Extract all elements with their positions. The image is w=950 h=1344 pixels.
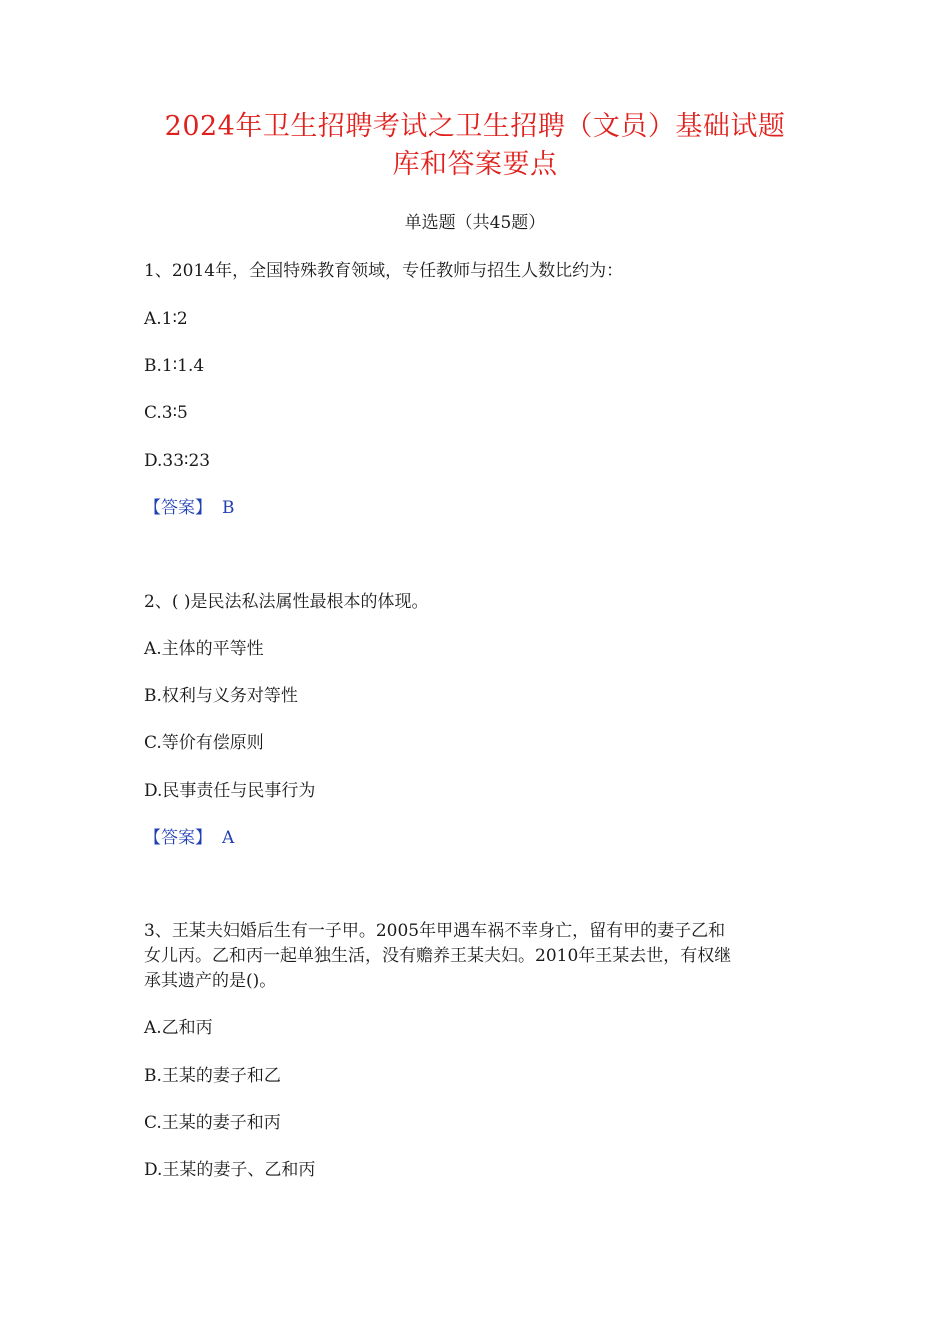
answer-value: A	[222, 828, 235, 848]
question-2-stem: 2、( )是民法私法属性最根本的体现。	[144, 592, 429, 612]
question-3-stem-line-3: 承其遗产的是()。	[144, 971, 277, 991]
question-2-option-a: A.主体的平等性	[144, 639, 264, 659]
title-line-2: 库和答案要点	[392, 149, 558, 180]
answer-label: 【答案】	[144, 828, 212, 848]
question-1-stem: 1、2014年，全国特殊教育领域，专任教师与招生人数比约为：	[144, 261, 624, 281]
title-line-1: 2024年卫生招聘考试之卫生招聘（文员）基础试题	[164, 111, 786, 142]
answer-value: B	[222, 498, 235, 518]
question-3-option-d: D.王某的妻子、乙和丙	[144, 1160, 316, 1180]
answer-label: 【答案】	[144, 498, 212, 518]
section-heading: 单选题（共45题）	[404, 213, 546, 233]
question-1-answer	[144, 495, 814, 521]
question-2-option-c: C.等价有偿原则	[144, 733, 264, 753]
document-title	[120, 108, 830, 184]
question-3-stem-line-1: 3、王某夫妇婚后生有一子甲。2005年甲遇车祸不幸身亡，留有甲的妻子乙和	[144, 921, 726, 941]
question-2-option-d: D.民事责任与民事行为	[144, 781, 316, 801]
question-2-option-b: B.权利与义务对等性	[144, 686, 298, 706]
question-1-option-b: B.1∶1.4	[144, 356, 205, 376]
question-3-option-c: C.王某的妻子和丙	[144, 1113, 281, 1133]
question-1-option-a: A.1∶2	[144, 309, 188, 329]
question-1-option-c: C.3∶5	[144, 403, 188, 423]
question-3-option-a: A.乙和丙	[144, 1018, 213, 1038]
question-3-stem-line-2: 女儿丙。乙和丙一起单独生活，没有赡养王某夫妇。2010年王某去世，有权继	[144, 946, 732, 966]
question-3-option-b: B.王某的妻子和乙	[144, 1066, 281, 1086]
question-1-option-d: D.33∶23	[144, 451, 211, 471]
question-2-answer	[144, 825, 814, 851]
